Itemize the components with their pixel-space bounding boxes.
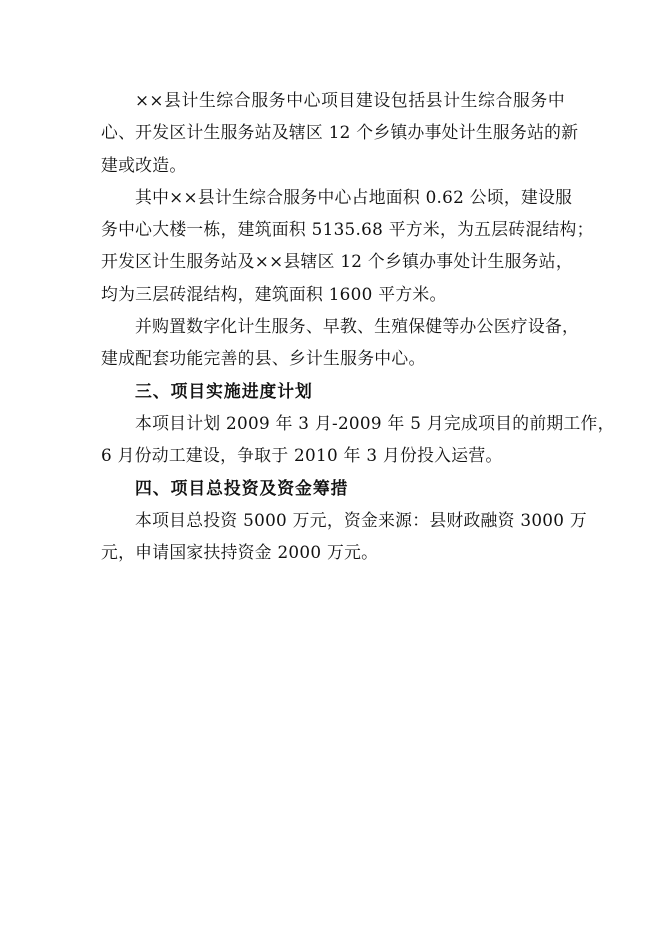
document-body	[101, 84, 615, 568]
text-line: 本项目总投资 5000 万元，资金来源：县财政融资 3000 万	[135, 509, 587, 530]
text-line: 开发区计生服务站及××县辖区 12 个乡镇办事处计生服务站，	[101, 251, 573, 272]
text-line: 其中××县计生综合服务中心占地面积 0.62 公顷，建设服	[135, 186, 573, 207]
text-line: 6 月份动工建设，争取于 2010 年 3 月份投入运营。	[101, 445, 503, 466]
text-line: 建成配套功能完善的县、乡计生服务中心。	[101, 348, 426, 369]
text-line: 元，申请国家扶持资金 2000 万元。	[101, 542, 379, 563]
text-line: 并购置数字化计生服务、早教、生殖保健等办公医疗设备，	[135, 316, 580, 337]
section-heading-schedule: 三、项目实施进度计划	[135, 380, 313, 401]
paragraph-schedule	[101, 407, 615, 472]
text-line: 均为三层砖混结构，建筑面积 1600 平方米。	[101, 283, 447, 304]
paragraph-investment	[101, 504, 587, 569]
paragraph-equipment	[101, 310, 580, 375]
text-line: 心、开发区计生服务站及辖区 12 个乡镇办事处计生服务站的新	[101, 122, 579, 143]
text-line: 本项目计划 2009 年 3 月-2009 年 5 月完成项目的前期工作，	[135, 412, 615, 433]
paragraph-construction-details	[101, 181, 594, 310]
text-line: ××县计生综合服务中心项目建设包括县计生综合服务中	[135, 90, 565, 110]
section-heading-investment: 四、项目总投资及资金筹措	[135, 477, 349, 498]
text-line: 建或改造。	[101, 154, 187, 175]
text-line: 务中心大楼一栋，建筑面积 5135.68 平方米，为五层砖混结构；	[101, 219, 594, 240]
paragraph-project-scope	[101, 84, 579, 181]
